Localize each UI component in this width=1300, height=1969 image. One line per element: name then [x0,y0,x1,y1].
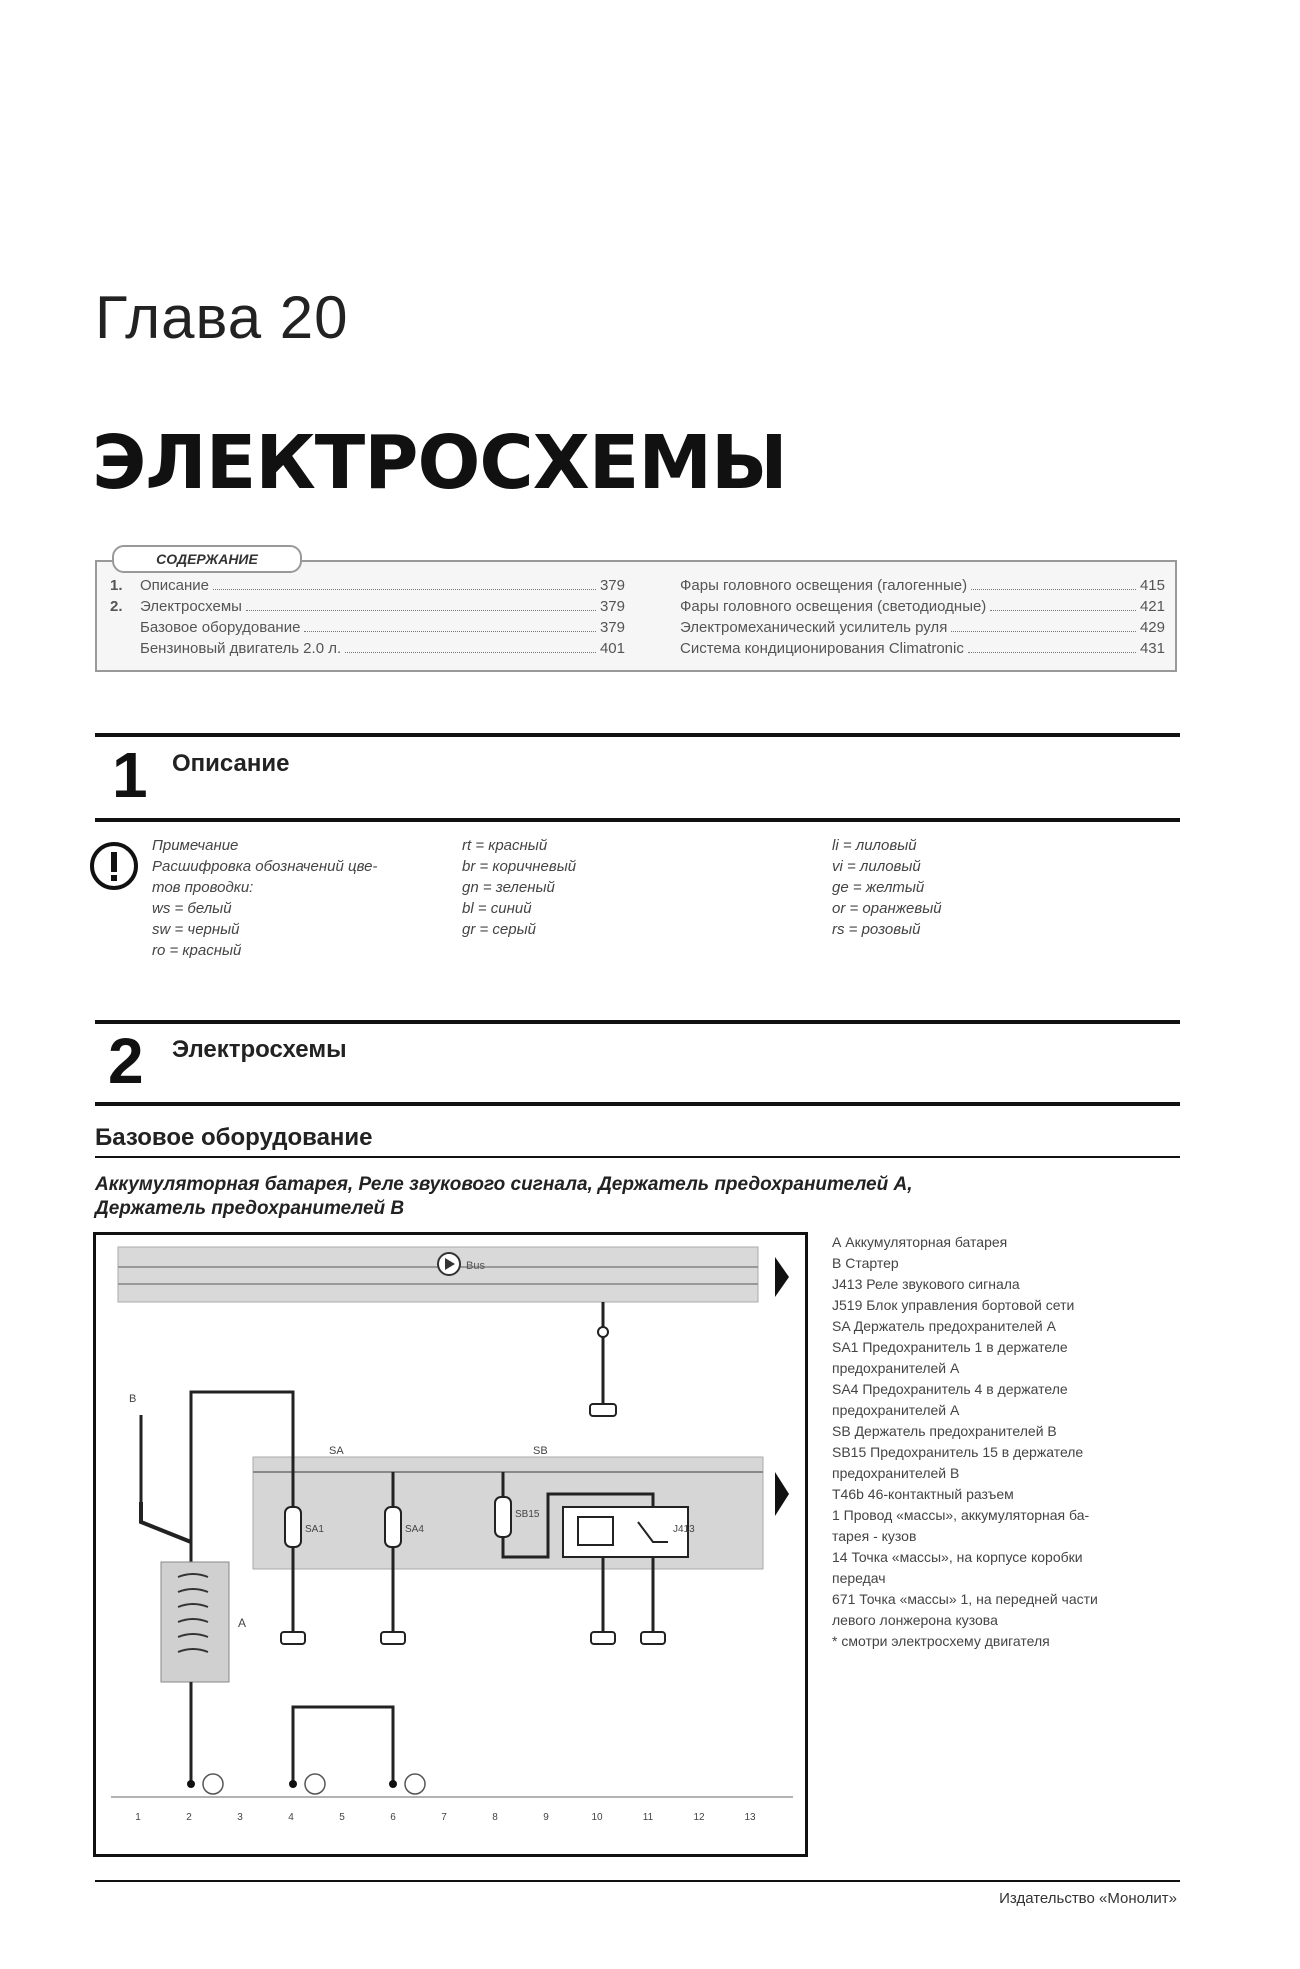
section-rule [95,818,1180,822]
diagram-column-number: 11 [642,1812,654,1823]
diagram-column-number: 5 [339,1812,345,1823]
section-rule [95,1102,1180,1106]
legend-line: SB15 Предохранитель 15 в держателе [832,1444,1084,1460]
legend-line: SA Держатель предохранителей А [832,1318,1056,1334]
diagram-column-number: 7 [441,1812,447,1823]
subsection-rule [95,1156,1180,1158]
label-a: A [238,1616,247,1630]
toc-left-column [110,575,625,659]
section-rule [95,1020,1180,1024]
wiring-diagram [93,1232,808,1857]
label-sa: SA [329,1445,344,1457]
chapter-label: Глава 20 [95,284,349,351]
legend-line: T46b 46-контактный разъем [832,1486,1014,1502]
label-sa4: SA4 [405,1524,424,1535]
toc-entry[interactable]: Система кондиционирования Climatronic 431 [680,640,1165,657]
toc-entry[interactable]: Электромеханический усилитель руля 429 [680,619,1165,636]
diagram-column-number: 12 [693,1812,705,1823]
bus-label: Bus [466,1260,485,1272]
warning-icon [88,840,140,892]
publisher-footer: Издательство «Монолит» [999,1890,1177,1907]
toc-entry[interactable]: 1. Описание 379 [110,577,625,594]
toc-right-column [680,575,1165,659]
diagram-column-number: 10 [591,1812,603,1823]
legend-line: J413 Реле звукового сигнала [832,1276,1020,1292]
legend-line: предохранителей А [832,1402,960,1418]
section-title: Описание [172,750,290,777]
diagram-column-number: 9 [543,1812,549,1823]
toc-entry[interactable]: Базовое оборудование 379 [140,619,625,636]
diagram-column-number: 13 [744,1812,756,1823]
section-title: Электросхемы [172,1036,347,1063]
label-sa1: SA1 [305,1524,324,1535]
toc-heading: СОДЕРЖАНИЕ [112,545,302,573]
diagram-column-number: 2 [186,1812,192,1823]
legend-line: SA1 Предохранитель 1 в держателе [832,1339,1068,1355]
section-rule [95,733,1180,737]
legend-line: 671 Точка «массы» 1, на передней части [832,1591,1098,1607]
legend-line: 14 Точка «массы», на корпусе коробки [832,1549,1083,1565]
diagram-column-number: 1 [135,1812,141,1823]
diagram-column-number: 6 [390,1812,396,1823]
toc-entry[interactable]: Бензиновый двигатель 2.0 л. 401 [140,640,625,657]
legend-line: SA4 Предохранитель 4 в держателе [832,1381,1068,1397]
subsection-title: Базовое оборудование [95,1124,373,1151]
label-b: B [129,1393,137,1405]
toc-entry[interactable]: 2. Электросхемы 379 [110,598,625,615]
label-sb: SB [533,1445,548,1457]
legend-line: тарея - кузов [832,1528,917,1544]
toc-entry[interactable]: Фары головного освещения (галогенные) 415 [680,577,1165,594]
diagram-column-number: 8 [492,1812,498,1823]
note-col-2: rt = красный br = коричневый gn = зеленый bl = синий gr = серый [462,837,577,938]
footer-rule [95,1880,1180,1882]
diagram-column-number: 4 [288,1812,294,1823]
diagram-title: Аккумуляторная батарея, Реле звукового сигнала, Держатель предохранителей А, Держатель предохранителей В [95,1174,913,1219]
label-j413: J413 [673,1524,695,1535]
toc-entry[interactable]: Фары головного освещения (светодиодные) 421 [680,598,1165,615]
legend-line: * смотри электросхему двигателя [832,1633,1050,1649]
section-number: 2 [108,1025,144,1097]
label-sb15: SB15 [515,1509,540,1520]
legend-line: В Стартер [832,1255,899,1271]
legend-line: А Аккумуляторная батарея [832,1234,1008,1250]
legend-line: 1 Провод «массы», аккумуляторная ба- [832,1507,1090,1523]
legend-line: предохранителей В [832,1465,960,1481]
legend-line: предохранителей А [832,1360,960,1376]
diagram-column-number: 3 [237,1812,243,1823]
section-number: 1 [112,739,148,811]
legend-line: SB Держатель предохранителей В [832,1423,1057,1439]
legend-line: левого лонжерона кузова [832,1612,998,1628]
page-title: ЭЛЕКТРОСХЕМЫ [92,420,787,506]
legend-line: передач [832,1570,886,1586]
legend-line: J519 Блок управления бортовой сети [832,1297,1075,1313]
note-col-1: Примечание Расшифровка обозначений цве- тов проводки: ws = белый sw = черный ro = красный [152,837,378,959]
diagram-legend [832,1232,1177,1652]
note-col-3: li = лиловый vi = лиловый ge = желтый or = оранжевый rs = розовый [832,837,942,938]
